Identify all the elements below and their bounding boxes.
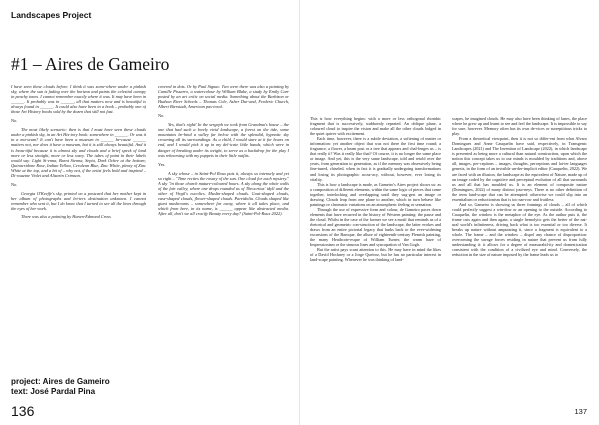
- col2-paragraph: No.: [158, 113, 165, 119]
- credit-text: text: José Pardal Pina: [11, 386, 96, 396]
- col1-paragraph: I have seen these clouds before. I think it was some-where under a pinkish sky, where the sun is fading over the horizon and paints the celestial canopy in peachy tones. I cannot remember exactly where it was. It may have been in ______. It probably was in ______, all that matters now and is beautiful is always found in ______. It could also have been in a book – probably one of those Art History books sold by the dozen that still not fast.: [11, 84, 146, 115]
- col1-paragraph: Georgia O'Keeffe's sky, printed on a postcard that her mother kept in her album of photographs and let-ters destination unknown. I cannot remember who sent it, but I do know that I turned to see all the lines through the eyes of her work.: [11, 190, 146, 211]
- col4-paragraph: From a theoretical viewpoint, then it is not so differ-ent from what Alvaro Domingues and Anne Cauquelin have said, respectively, in Transgenic Landscapes (2021) and The Invention of Landscape (2022), in which landscape is presented as being more a cultural than natural construction, upon which the notion this concept takes us to our minds is moulded by traditions and, above all, images, per-ceptions – images, thoughts, perceptions and lat-ter languages genesis, in the form of an invisible un-der-implicit editor (Cauquelin, 2022). We are faced with an illusion, the landscape as the equivalent of Nature, made up of an image coded by the cognitive and perceptual evolution of all that surrounds us and all that has moulded us. It is an element of composite nature (Domingues, 2022) of many distinct jour-neys. There is no other definition of the term land-scape that can be attempted: otherwise we could slip into an essentialism or reductionism that is too nar-row and fruitless.: [452, 136, 587, 202]
- text-column-1: [11, 84, 146, 374]
- page-title: #1 – Aires de Gameiro: [11, 54, 170, 74]
- col3-paragraph: But the artist pays scant attention to this. He may have in mind the likes of a David Hockney or a Jorge Queiroz, but he has no particular interest in land-scape painting. Whenever he was thinking of land-: [310, 247, 441, 263]
- credits-block: [11, 377, 110, 396]
- text-column-3: [310, 116, 441, 406]
- col3-paragraph: Each time, however, there is a subtle deviation, a softening of matter or information: yet another object that was not there the first time round; a fragrance, a flower, a beam post or a tree that appears and chal-lenges us – is that really it? Was it really like that? Of course, it is no longer the same place or image. And yet, this is the very same landscape, told and retold over the years, from generation to generation, as if the memory was obsessively being fine-tuned, chiseled, when in fact it is gradually undergoing transformations and losing its photographic accur-acy, without, however, ever losing its vitality.: [310, 136, 441, 182]
- page-number-left: 136: [11, 403, 35, 419]
- running-header: Landscapes Project: [11, 10, 92, 20]
- col1-paragraph: No.: [11, 118, 18, 124]
- text-column-4: [452, 116, 587, 406]
- col2-paragraph: Yes, that's right! In the sergeph we took from Grandma's house – the one that had such a lovely vivid landscape, a forest on the tide, some mountains be-hind a valley far below with the splendid, hypnotic sky crowning all its surroundings. As a child, I would stare at it for hours on end, and I would pick it up in my del-icate little hands, which were in danger of breaking under its weight, to serve as a backdrop for the play I was rehearsing with my puppets in their little outfits.: [158, 122, 289, 158]
- left-page: [0, 0, 299, 425]
- text-column-2: [158, 84, 289, 374]
- credit-project: project: Aires de Gameiro: [11, 377, 110, 386]
- col2-paragraph: Yes.: [158, 161, 166, 167]
- col4-paragraph: And so, Gameiro is showing us three framings of clouds – all of which could perfectly suggest a win-dow or an opening to the outside. According to Cauquelin, the window is the metaphor of the eye. As the author puts it, the frame cuts again and then again; a single hemolytic gets the better of the nat-ural world's infiniteness, driving back what is too essential or too diverse. It breaks up nature without amputating it, since a fragment is equivalent to a whole. The frame – and the window – dispel any chance of disproportion: overcoming the savage forces residing in nature that prevent us from fully understanding it: it allows for a degree of measurabil-ity and domestication consistent with the condition of a civilized eye and mind. Conversely, the reduction in the size of nature imposed by the frame leads us to: [452, 201, 587, 258]
- page-number-right: 137: [574, 407, 587, 416]
- col2-paragraph: covered in dots. Or by Paul Signac. Two were there was also a painting by Camille Pissarro, a watercolour by William Blake, a study by Emily Carr posted by an art critic on social media. Something about the Barbizon or Hudson River Schools – Thomas Cole, Asher Dur-and, Frederic Church, Albert Bierstadt, American pas-toral.: [158, 84, 289, 110]
- col3-paragraph: This is how a landscape is made, as Gameiro's Aires project shows us: as a composition of different elements, within the same logic of pieces that come together, interlocking and overlapping until they sug-gest an image or drawing. Clouds leap from one plane to another, which in turn behave like paintings or chromatic variations on an atmospheric feeling or sensation.: [310, 181, 441, 207]
- col3-paragraph: This is how everything begins: with a more or less orthogonal rhombic fragment that is successively, stubbornly repeated. An oblique plane, a coloured cloud to inspire the vision and make all the other clouds lodged in the quiet quiver with excitement.: [310, 116, 441, 137]
- col1-paragraph: There was also a painting by Hanen-Edmond Cross: [21, 214, 111, 220]
- col1-paragraph: No.: [11, 181, 18, 187]
- col3-paragraph: Through the use of expressive form and colour, de Gameiro paces down elements that have recurred in the history of Western painting: the pause and the cloud. Whilst in the case of the former we see a motif that reminds us of a rhetorical and geometric con-struction of the landscape, the latter evokes and draws from an entire pictorial legacy that harks back to the ever-widening excursions of the Baroque, the allure of eighteenth-century Flemish painting, the many Heathcote-esque of William Turner, the warm haze of Impressionism or the sinuous lines and syncopation of Van Gogh.: [310, 206, 441, 248]
- col2-paragraph: A sky whose – in Saint-Pol Roux puts it, always so intensely and yet so right – "Time recites the rosary of the sun. One cloud for each mystery." A sky "in those church mature-coloured hours. A sky along the white walls of the fair valley, where one drops rounded us of Theocritus' idyll and the other of Virgil's eucolics. Muslin-shaped clouds. Goat-shaped clouds, vase-shaped clouds, flower-shaped clouds. Pareidolia. Clouds shaped like giant mushrooms – somewhere far away, where it all takes place, and which from here, in its name, is ______ appear like abstracted media. After all, don't we all crucify Beauty every day? (Saint-Pol-Roux 2022).: [158, 170, 289, 217]
- col1-paragraph: The most likely scenario: then is that I must have seen these clouds under a pinkish sky, in an Art His-tory book: somewhere in ______. Or was it in a mu-seum? It can't have been a museum in ______ be-cause ______ matters not, nor does it have a museum, but it is still always beautiful. And it is beau-tiful because it is almost sky and clouds and a brief speck of land more or less straight, more or less wavy. The tubes of paint in their labels would say: Light Si-enna, Burnt Sienna, Sepia, Dark Ochre at the bottom; Quinacridone Rose, Indian Yellow, Cerulean Blue, Zinc White, plenty of Zinc White at the top, and a bit of – why not, if the artist feels bold and inspired – Di-oxazine Violet and Alizarin Crimson.: [11, 127, 146, 178]
- col4-paragraph: scapes, he imagined clouds. He may also have been thinking of lanes, the place where he grew up and learnt to see and feel the landscape. It is impossible to say for sure, however. Memory often has its own de-vices or surreptitious tricks to play.: [452, 116, 587, 137]
